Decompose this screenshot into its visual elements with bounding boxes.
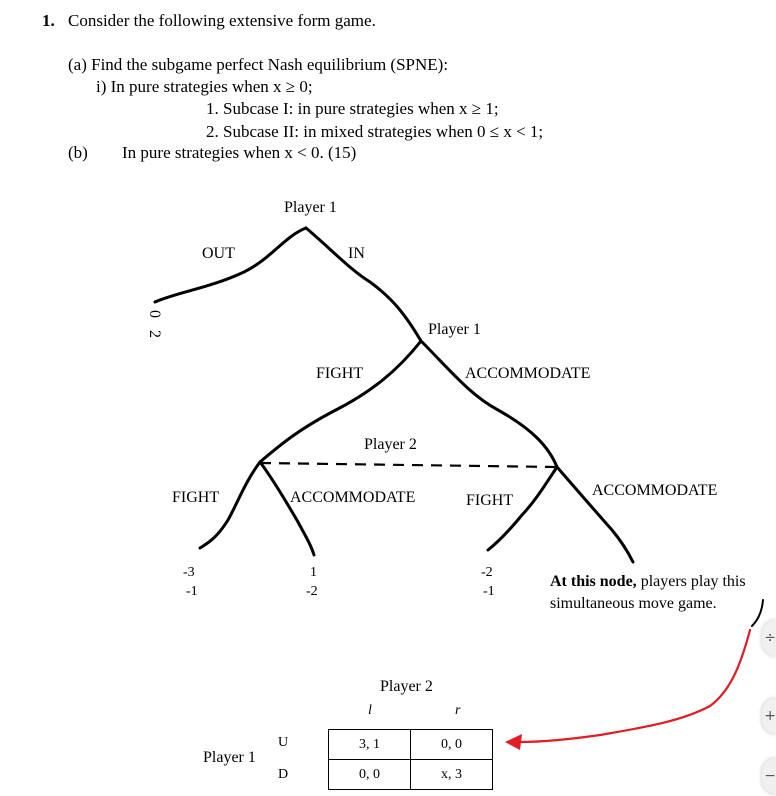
cell-u-r: 0, 0 <box>411 730 493 760</box>
question-prompt: Consider the following extensive form game. <box>68 11 376 30</box>
matrix-column-player: Player 2 <box>380 678 433 695</box>
split-view-icon[interactable]: ÷ <box>762 620 776 656</box>
out-label: OUT <box>202 245 235 262</box>
simultaneous-note-bold: At this node, <box>550 573 637 590</box>
red-arrow <box>520 630 750 742</box>
red-connector-curve <box>752 600 763 626</box>
part-a-i: i) In pure strategies when x ≥ 0; <box>96 77 313 96</box>
subcase-1: 1. Subcase I: in pure strategies when x ≥ 1; <box>206 99 499 118</box>
in-label: IN <box>348 245 365 262</box>
accommodate-left-label: ACCOMMODATE <box>290 489 416 506</box>
cell-d-l: 0, 0 <box>329 760 411 790</box>
fight-label-1: FIGHT <box>316 365 364 382</box>
part-b-label: (b) <box>68 143 88 162</box>
branch-left-accommodate <box>260 462 314 555</box>
cell-d-r: x, 3 <box>411 760 493 790</box>
accommodate-right-label: ACCOMMODATE <box>592 482 718 499</box>
payoff-3-player2: -1 <box>483 584 495 599</box>
payoff-1-player1: -3 <box>183 565 195 580</box>
subcase-2: 2. Subcase II: in mixed strategies when 0 ≤ x < 1; <box>206 122 544 141</box>
zoom-out-icon[interactable]: − <box>762 758 776 794</box>
information-set-line <box>260 463 557 467</box>
matrix-row-u: U <box>278 735 289 750</box>
fight-right-label: FIGHT <box>466 492 514 509</box>
simultaneous-note-rest: players play this <box>636 573 746 590</box>
root-player-label: Player 1 <box>284 199 337 216</box>
branch-out <box>155 228 306 302</box>
simultaneous-note-line1 <box>550 574 746 590</box>
payoff-2-player1: 1 <box>310 565 317 580</box>
zoom-in-icon[interactable]: + <box>762 698 776 734</box>
matrix-col-l: l <box>368 703 372 718</box>
node2-player-label: Player 1 <box>428 321 481 338</box>
accommodate-label-1: ACCOMMODATE <box>465 365 591 382</box>
payoff-3-player1: -2 <box>481 565 493 580</box>
payoff-2-player2: -2 <box>306 584 318 599</box>
payoff-matrix <box>328 729 493 790</box>
branch-accommodate-1 <box>421 341 557 467</box>
cell-u-l: 3, 1 <box>329 730 411 760</box>
out-payoff-2: 2 <box>146 330 163 338</box>
matrix-col-r: r <box>455 703 461 718</box>
question-number: 1. <box>42 11 55 30</box>
info-set-player-label: Player 2 <box>364 436 417 453</box>
part-a: (a) Find the subgame perfect Nash equilibrium (SPNE): <box>68 55 449 74</box>
matrix-row-d: D <box>278 767 289 782</box>
red-arrowhead <box>505 734 522 750</box>
fight-left-label: FIGHT <box>172 489 220 506</box>
simultaneous-note-line2: simultaneous move game. <box>550 595 717 612</box>
part-b-text: In pure strategies when x < 0. (15) <box>122 143 357 162</box>
out-payoff-1: 0 <box>146 310 163 318</box>
matrix-row-player: Player 1 <box>203 749 256 766</box>
payoff-1-player2: -1 <box>186 584 198 599</box>
